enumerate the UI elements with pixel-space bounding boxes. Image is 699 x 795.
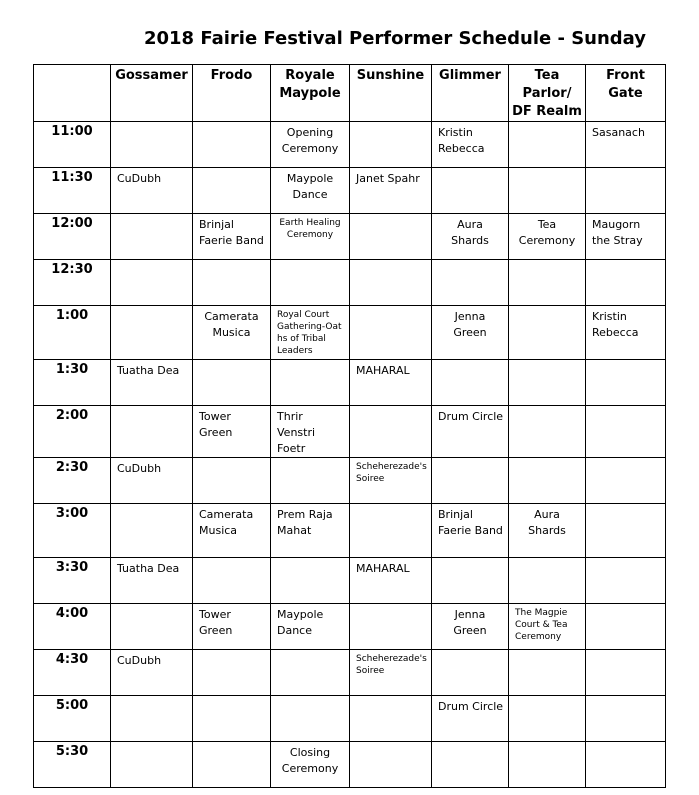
schedule-cell	[586, 360, 666, 406]
schedule-cell	[193, 168, 271, 214]
schedule-table	[33, 64, 666, 788]
table-row	[34, 458, 666, 504]
schedule-cell	[193, 504, 271, 558]
performer-label: Aura Shards	[451, 218, 489, 247]
page-title: 2018 Fairie Festival Performer Schedule - Sunday	[143, 28, 647, 49]
performer-label: Scheherezade's Soiree	[356, 462, 427, 484]
schedule-cell	[193, 406, 271, 458]
schedule-cell	[193, 604, 271, 650]
performer-label: Prem Raja Mahat	[277, 508, 333, 537]
table-row	[34, 306, 666, 360]
schedule-cell	[586, 260, 666, 306]
performer-label: Scheherezade's Soiree	[356, 654, 427, 676]
performer-label: Kristin Rebecca	[592, 310, 639, 339]
schedule-cell	[509, 558, 586, 604]
schedule-cell	[432, 122, 509, 168]
time-cell: 4:00	[34, 604, 111, 650]
performer-label: Jenna Green	[453, 310, 487, 339]
schedule-cell	[271, 558, 350, 604]
column-header-glimmer: Glimmer	[432, 65, 509, 122]
performer-label: Brinjal Faerie Band	[438, 508, 503, 537]
schedule-cell	[509, 742, 586, 788]
schedule-cell	[350, 122, 432, 168]
schedule-cell	[271, 604, 350, 650]
schedule-cell	[432, 360, 509, 406]
schedule-cell	[432, 742, 509, 788]
performer-label: Tuatha Dea	[117, 562, 180, 575]
schedule-cell	[509, 122, 586, 168]
schedule-cell	[111, 558, 193, 604]
schedule-cell	[193, 306, 271, 360]
time-cell: 1:30	[34, 360, 111, 406]
schedule-cell	[350, 558, 432, 604]
performer-label: CuDubh	[117, 462, 162, 475]
schedule-cell	[350, 650, 432, 696]
schedule-cell	[111, 604, 193, 650]
schedule-cell	[509, 360, 586, 406]
time-cell: 11:30	[34, 168, 111, 214]
performer-label: The Magpie Court & Tea Ceremony	[515, 608, 568, 642]
column-header-frodo: Frodo	[193, 65, 271, 122]
schedule-cell	[271, 122, 350, 168]
schedule-cell	[509, 604, 586, 650]
time-cell: 1:00	[34, 306, 111, 360]
performer-label: Kristin Rebecca	[438, 126, 485, 155]
schedule-cell	[111, 458, 193, 504]
schedule-cell	[432, 168, 509, 214]
schedule-cell	[193, 214, 271, 260]
schedule-cell	[432, 458, 509, 504]
performer-label: Maugorn the Stray	[592, 218, 643, 247]
schedule-cell	[509, 306, 586, 360]
schedule-cell	[271, 406, 350, 458]
time-cell: 4:30	[34, 650, 111, 696]
schedule-cell	[432, 214, 509, 260]
time-cell: 2:30	[34, 458, 111, 504]
performer-label: Opening Ceremony	[281, 126, 339, 155]
schedule-cell	[193, 742, 271, 788]
schedule-cell	[271, 214, 350, 260]
schedule-cell	[271, 260, 350, 306]
table-row	[34, 604, 666, 650]
schedule-cell	[111, 168, 193, 214]
schedule-cell	[350, 696, 432, 742]
column-header-sunshine: Sunshine	[350, 65, 432, 122]
schedule-cell	[271, 306, 350, 360]
schedule-cell	[350, 604, 432, 650]
header-row	[34, 65, 666, 122]
schedule-cell	[432, 696, 509, 742]
schedule-cell	[271, 360, 350, 406]
table-row	[34, 742, 666, 788]
schedule-cell	[586, 458, 666, 504]
schedule-cell	[586, 168, 666, 214]
schedule-cell	[193, 558, 271, 604]
performer-label: Maypole Dance	[277, 608, 324, 637]
performer-label: Brinjal Faerie Band	[199, 218, 264, 247]
schedule-cell	[509, 458, 586, 504]
schedule-cell	[350, 168, 432, 214]
schedule-cell	[432, 604, 509, 650]
time-cell: 5:30	[34, 742, 111, 788]
column-header-tea-parlor: Tea Parlor/ DF Realm	[509, 65, 586, 122]
table-row	[34, 360, 666, 406]
performer-label: Camerata Musica	[199, 508, 254, 537]
schedule-cell	[111, 260, 193, 306]
column-header-front-gate: Front Gate	[586, 65, 666, 122]
schedule-cell	[586, 504, 666, 558]
schedule-cell	[193, 122, 271, 168]
schedule-cell	[350, 214, 432, 260]
schedule-cell	[432, 406, 509, 458]
schedule-cell	[271, 504, 350, 558]
schedule-cell	[271, 742, 350, 788]
schedule-cell	[271, 458, 350, 504]
schedule-cell	[271, 168, 350, 214]
schedule-cell	[271, 696, 350, 742]
schedule-cell	[586, 306, 666, 360]
schedule-cell	[586, 604, 666, 650]
schedule-cell	[111, 696, 193, 742]
schedule-cell	[193, 696, 271, 742]
schedule-cell	[350, 504, 432, 558]
schedule-cell	[350, 306, 432, 360]
performer-label: Earth Healing Ceremony	[279, 218, 341, 240]
table-row	[34, 696, 666, 742]
schedule-cell	[509, 650, 586, 696]
performer-label: Drum Circle	[438, 410, 504, 423]
schedule-cell	[111, 122, 193, 168]
performer-label: Tower Green	[199, 410, 233, 439]
schedule-cell	[509, 168, 586, 214]
table-row	[34, 558, 666, 604]
performer-label: Aura Shards	[528, 508, 566, 537]
table-row	[34, 260, 666, 306]
performer-label: Thrir Venstri Foetr	[277, 410, 316, 455]
table-row	[34, 406, 666, 458]
schedule-cell	[586, 742, 666, 788]
schedule-cell	[586, 406, 666, 458]
performer-label: CuDubh	[117, 172, 162, 185]
schedule-cell	[271, 650, 350, 696]
schedule-cell	[350, 406, 432, 458]
performer-label: Royal Court Gathering-Oat hs of Tribal Leaders	[277, 310, 342, 356]
performer-label: MAHARAL	[356, 364, 410, 377]
table-row	[34, 122, 666, 168]
performer-label: Camerata Musica	[204, 310, 259, 339]
column-header-royale-maypole: Royale Maypole	[271, 65, 350, 122]
schedule-cell	[509, 504, 586, 558]
schedule-cell	[432, 650, 509, 696]
schedule-cell	[586, 650, 666, 696]
performer-label: Janet Spahr	[356, 172, 420, 185]
time-cell: 11:00	[34, 122, 111, 168]
performer-label: Jenna Green	[453, 608, 487, 637]
performer-label: Tower Green	[199, 608, 233, 637]
time-cell: 3:00	[34, 504, 111, 558]
schedule-cell	[350, 458, 432, 504]
time-cell: 12:30	[34, 260, 111, 306]
schedule-cell	[111, 306, 193, 360]
schedule-cell	[350, 260, 432, 306]
schedule-cell	[350, 742, 432, 788]
time-cell: 2:00	[34, 406, 111, 458]
performer-label: Tea Ceremony	[518, 218, 576, 247]
time-cell: 5:00	[34, 696, 111, 742]
performer-label: Tuatha Dea	[117, 364, 180, 377]
schedule-cell	[509, 260, 586, 306]
schedule-cell	[350, 360, 432, 406]
schedule-cell	[586, 214, 666, 260]
performer-label: Drum Circle	[438, 700, 504, 713]
schedule-cell	[432, 306, 509, 360]
table-row	[34, 168, 666, 214]
schedule-cell	[509, 406, 586, 458]
schedule-cell	[111, 650, 193, 696]
performer-label: Closing Ceremony	[281, 746, 339, 775]
schedule-cell	[111, 360, 193, 406]
schedule-cell	[432, 558, 509, 604]
schedule-cell	[432, 504, 509, 558]
schedule-cell	[193, 260, 271, 306]
time-cell: 12:00	[34, 214, 111, 260]
schedule-cell	[111, 406, 193, 458]
schedule-cell	[111, 742, 193, 788]
column-header-gossamer: Gossamer	[111, 65, 193, 122]
schedule-cell	[111, 214, 193, 260]
performer-label: MAHARAL	[356, 562, 410, 575]
schedule-cell	[193, 650, 271, 696]
performer-label: Sasanach	[592, 126, 645, 139]
table-row	[34, 504, 666, 558]
schedule-cell	[586, 696, 666, 742]
schedule-cell	[509, 214, 586, 260]
time-cell: 3:30	[34, 558, 111, 604]
table-row	[34, 214, 666, 260]
column-header	[34, 65, 111, 122]
performer-label: CuDubh	[117, 654, 162, 667]
schedule-cell	[586, 122, 666, 168]
schedule-cell	[432, 260, 509, 306]
schedule-cell	[193, 360, 271, 406]
schedule-cell	[193, 458, 271, 504]
performer-label: Maypole Dance	[286, 172, 334, 201]
schedule-cell	[586, 558, 666, 604]
schedule-cell	[509, 696, 586, 742]
table-row	[34, 650, 666, 696]
schedule-cell	[111, 504, 193, 558]
